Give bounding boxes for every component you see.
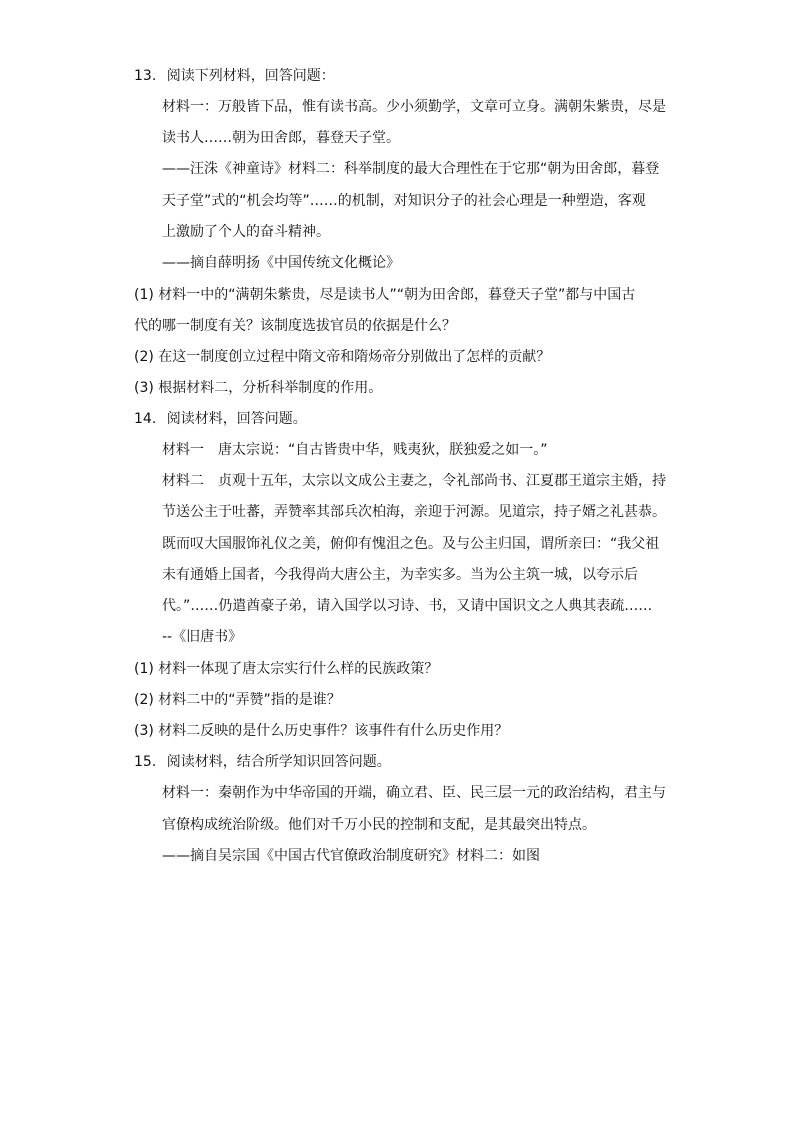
q13-material2-line3: 上激励了个人的奋斗精神。: [162, 224, 330, 240]
q14-sub1: (1) 材料一体现了唐太宗实行什么样的民族政策？: [134, 661, 439, 677]
question-14-header: [134, 409, 307, 429]
q13-material1-line2: 读书人……朝为田舍郎，暮登天子堂。: [162, 130, 400, 146]
q14-material2-line1: 材料二 贞观十五年，太宗以文成公主妻之，令礼部尚书、江夏郡王道宗主婚，持: [162, 473, 666, 489]
q13-source2: ——摘自薛明扬《中国传统文化概论》: [162, 255, 400, 271]
q13-material2-line1: ——汪洙《神童诗》材料二：科举制度的最大合理性在于它那“朝为田舍郎，暮登: [162, 161, 660, 177]
q14-material2-line3: 既而叹大国服饰礼仪之美，俯仰有愧沮之色。及与公主归国，谓所亲曰：“我父祖: [162, 536, 660, 552]
q15-source-and-material2: ——摘自吴宗国《中国古代官僚政治制度研究》材料二：如图: [162, 848, 540, 864]
question-13-number: 13.: [134, 68, 157, 84]
q14-material2-line4: 未有通婚上国者，今我得尚大唐公主，为幸实多。当为公主筑一城，以夸示后: [162, 567, 638, 583]
q14-material2-line5: 代。”……仍遣酋豪子弟，请入国学以习诗、书，又请中国识文之人典其表疏……: [162, 598, 653, 614]
question-14-stem: 阅读材料，回答问题。: [166, 411, 307, 427]
q13-material2-line2: 天子堂”式的“机会均等”……的机制，对知识分子的社会心理是一种塑造，客观: [162, 193, 646, 209]
question-15-number: 15.: [134, 754, 157, 770]
question-15-header: [134, 752, 391, 772]
q14-source: --《旧唐书》: [162, 629, 243, 645]
q14-sub2: (2) 材料二中的“弄赞”指的是谁？: [134, 692, 341, 708]
q13-sub2: (2) 在这一制度创立过程中隋文帝和隋炀帝分别做出了怎样的贡献？: [134, 349, 551, 365]
q15-material1-line2: 官僚构成统治阶级。他们对千万小民的控制和支配，是其最突出特点。: [162, 817, 596, 833]
question-13-header: [134, 66, 335, 86]
q13-sub1-line2: 代的哪一制度有关？该制度选拔官员的依据是什么？: [134, 318, 456, 334]
q14-material2-line2: 节送公主于吐蕃，弄赞率其部兵次柏海，亲迎于河源。见道宗，持子婿之礼甚恭。: [162, 504, 666, 520]
question-15-stem: 阅读材料，结合所学知识回答问题。: [166, 754, 391, 770]
question-13-stem: 阅读下列材料，回答问题：: [166, 68, 335, 84]
q15-material1-line1: 材料一：秦朝作为中华帝国的开端，确立君、臣、民三层一元的政治结构，君主与: [162, 785, 666, 801]
q14-sub3: (3) 材料二反映的是什么历史事件？该事件有什么历史作用？: [134, 723, 509, 739]
q13-material1-line1: 材料一：万般皆下品，惟有读书高。少小须勤学，文章可立身。满朝朱紫贵，尽是: [162, 99, 666, 115]
q14-material1: 材料一 唐太宗说：“自古皆贵中华，贱夷狄，朕独爱之如一。”: [162, 442, 548, 458]
q13-sub3: (3) 根据材料二，分析科举制度的作用。: [134, 380, 383, 396]
q13-sub1-line1: (1) 材料一中的“满朝朱紫贵，尽是读书人”“朝为田舍郎，暮登天子堂”都与中国古: [134, 287, 636, 303]
question-14-number: 14.: [134, 411, 157, 427]
